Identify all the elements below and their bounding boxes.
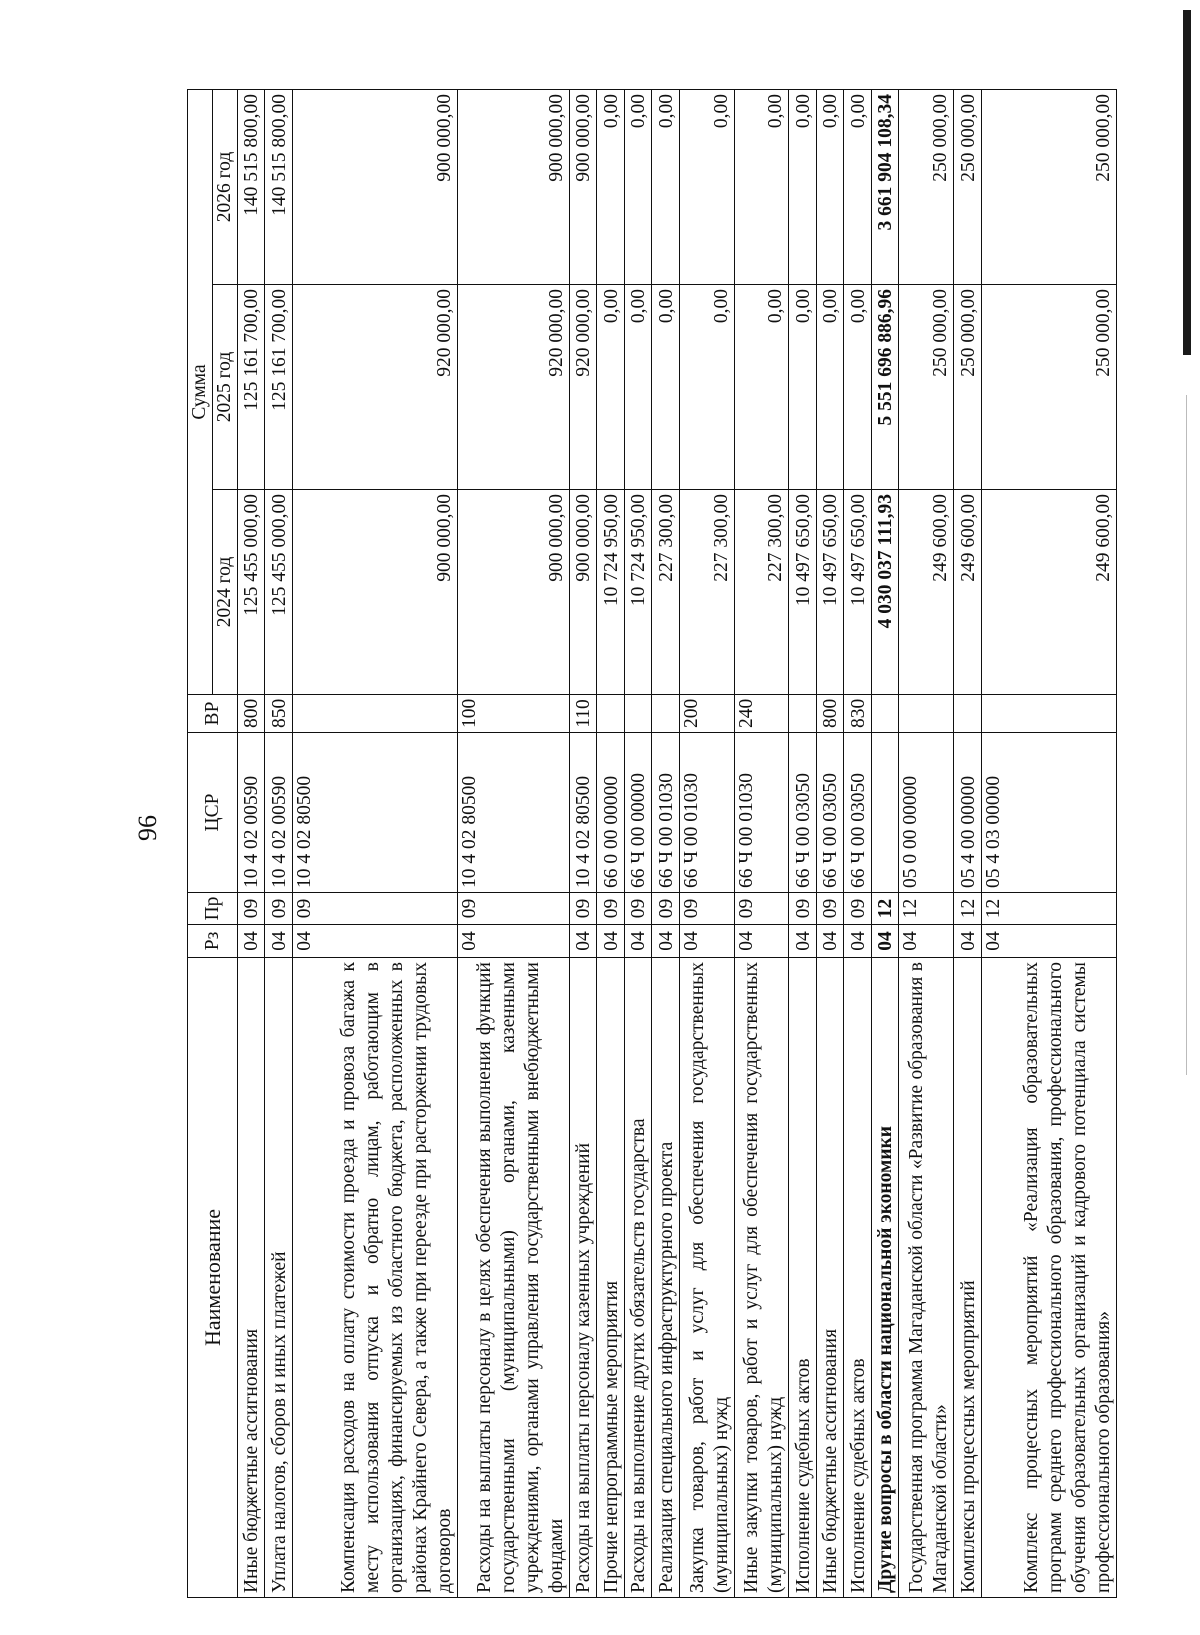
row-pr: 12 [899,893,954,925]
row-name: Иные бюджетные ассигнования [816,958,843,1598]
table-row [569,89,596,1597]
row-pr: 09 [734,893,789,925]
row-rz: 04 [899,925,954,958]
row-vr [292,695,457,733]
row-rz: 04 [871,925,898,958]
row-name: Другие вопросы в области национальной экономики [871,958,898,1598]
row-vr [954,695,981,733]
row-csr: 66 Ч 00 03050 [816,733,843,893]
row-sum-2025: 0,00 [652,285,679,490]
row-pr: 12 [954,893,981,925]
row-sum-2025: 0,00 [789,285,816,490]
row-csr: 66 Ч 00 01030 [679,733,734,893]
row-pr: 09 [816,893,843,925]
table-row [789,89,816,1597]
header-2025: 2025 год [213,285,238,490]
row-rz: 04 [292,925,457,958]
row-sum-2025: 125 161 700,00 [265,285,292,490]
row-name: Реализация специального инфраструктурного проекта [652,958,679,1598]
table-row [265,89,292,1597]
row-sum-2026: 0,00 [597,89,624,284]
header-rz: Рз [188,925,238,958]
row-name: Иные закупки товаров, работ и услуг для обеспечения государственных (муниципальных) нужд [734,958,789,1598]
row-name: Закупка товаров, работ и услуг для обеспечения государственных (муниципальных) нужд [679,958,734,1598]
row-csr: 10 4 02 80500 [292,733,457,893]
row-rz: 04 [624,925,651,958]
row-pr: 09 [652,893,679,925]
row-sum-2025: 0,00 [844,285,871,490]
row-csr: 66 Ч 00 01030 [652,733,679,893]
row-csr: 10 4 02 80500 [569,733,596,893]
row-csr: 66 Ч 00 01030 [734,733,789,893]
row-sum-2024: 900 000,00 [457,490,569,695]
row-sum-2026: 0,00 [734,89,789,284]
row-pr: 09 [457,893,569,925]
row-rz: 04 [679,925,734,958]
table-row [844,89,871,1597]
row-name: Комплекс процессных мероприятий «Реализация образовательных программ среднего профессионального образования, профессионального обучения образовательных организаций и кадрового потенциала системы профессионального образования» [981,958,1116,1598]
row-vr: 830 [844,695,871,733]
row-rz: 04 [844,925,871,958]
row-pr: 09 [265,893,292,925]
row-rz: 04 [734,925,789,958]
row-rz: 04 [597,925,624,958]
row-sum-2026: 250 000,00 [899,89,954,284]
row-rz: 04 [569,925,596,958]
row-rz: 04 [816,925,843,958]
row-sum-2025: 920 000,00 [457,285,569,490]
header-name: Наименование [188,958,238,1598]
table-row [954,89,981,1597]
row-csr [871,733,898,893]
row-name: Исполнение судебных актов [789,958,816,1598]
row-csr: 66 0 00 00000 [597,733,624,893]
row-sum-2024: 10 497 650,00 [789,490,816,695]
table-row [816,89,843,1597]
header-2024: 2024 год [213,490,238,695]
row-sum-2024: 125 455 000,00 [238,490,265,695]
row-rz: 04 [954,925,981,958]
row-sum-2026: 900 000,00 [569,89,596,284]
row-sum-2026: 3 661 904 108,34 [871,89,898,284]
table-row [292,89,457,1597]
row-pr: 09 [597,893,624,925]
row-csr: 66 Ч 00 00000 [624,733,651,893]
row-pr: 09 [679,893,734,925]
row-csr: 05 4 03 00000 [981,733,1116,893]
row-pr: 09 [624,893,651,925]
row-sum-2025: 0,00 [816,285,843,490]
rotated-table-container [187,90,1117,1598]
row-sum-2024: 10 724 950,00 [597,490,624,695]
row-sum-2026: 900 000,00 [292,89,457,284]
row-name: Расходы на выплаты персоналу казенных учреждений [569,958,596,1598]
row-csr: 10 4 02 00590 [265,733,292,893]
row-sum-2025: 0,00 [679,285,734,490]
row-sum-2026: 140 515 800,00 [238,89,265,284]
row-sum-2025: 250 000,00 [981,285,1116,490]
row-rz: 04 [265,925,292,958]
row-vr: 100 [457,695,569,733]
table-row [871,89,898,1597]
row-rz: 04 [457,925,569,958]
row-sum-2024: 10 724 950,00 [624,490,651,695]
row-vr [624,695,651,733]
row-sum-2025: 0,00 [597,285,624,490]
row-sum-2024: 10 497 650,00 [816,490,843,695]
table-row [597,89,624,1597]
row-name: Компенсация расходов на оплату стоимости проезда и провоза багажа к месту использования отпуска и обратно лицам, работающим в организациях, финансируемых из областного бюджета, расположенных в районах Крайнего Севера, а также при переезде при расторжении трудовых договоров [292,958,457,1598]
row-pr: 09 [844,893,871,925]
row-sum-2025: 5 551 696 886,96 [871,285,898,490]
row-pr: 12 [871,893,898,925]
row-sum-2025: 125 161 700,00 [238,285,265,490]
row-name: Исполнение судебных актов [844,958,871,1598]
row-vr [597,695,624,733]
row-vr: 110 [569,695,596,733]
row-sum-2024: 227 300,00 [734,490,789,695]
row-sum-2026: 0,00 [816,89,843,284]
row-sum-2024: 900 000,00 [292,490,457,695]
row-vr [899,695,954,733]
table-row [238,89,265,1597]
header-2026: 2026 год [213,89,238,284]
row-csr: 10 4 02 80500 [457,733,569,893]
row-vr: 800 [238,695,265,733]
row-rz: 04 [652,925,679,958]
row-pr: 09 [292,893,457,925]
row-rz: 04 [981,925,1116,958]
row-vr: 800 [816,695,843,733]
row-sum-2024: 4 030 037 111,93 [871,490,898,695]
table-row [652,89,679,1597]
row-sum-2025: 250 000,00 [954,285,981,490]
row-sum-2026: 0,00 [789,89,816,284]
row-sum-2026: 0,00 [844,89,871,284]
row-name: Прочие непрограммные мероприятия [597,958,624,1598]
row-name: Государственная программа Магаданской области «Развитие образования в Магаданской области» [899,958,954,1598]
row-sum-2026: 900 000,00 [457,89,569,284]
row-pr: 09 [238,893,265,925]
header-sum: Сумма [188,89,213,694]
row-vr: 850 [265,695,292,733]
row-csr: 66 Ч 00 03050 [789,733,816,893]
header-csr: ЦСР [188,733,238,893]
row-sum-2024: 249 600,00 [899,490,954,695]
row-vr [871,695,898,733]
row-rz: 04 [238,925,265,958]
header-pr: Пр [188,893,238,925]
row-sum-2026: 250 000,00 [954,89,981,284]
row-csr: 10 4 02 00590 [238,733,265,893]
row-sum-2025: 0,00 [624,285,651,490]
row-sum-2024: 227 300,00 [679,490,734,695]
row-name: Иные бюджетные ассигнования [238,958,265,1598]
table-row [624,89,651,1597]
page-number: 96 [133,815,162,841]
row-sum-2025: 250 000,00 [899,285,954,490]
row-sum-2024: 249 600,00 [954,490,981,695]
row-sum-2024: 900 000,00 [569,490,596,695]
row-sum-2025: 0,00 [734,285,789,490]
row-pr: 09 [789,893,816,925]
row-sum-2026: 0,00 [679,89,734,284]
row-vr: 200 [679,695,734,733]
table-row [899,89,954,1597]
row-sum-2024: 227 300,00 [652,490,679,695]
budget-table [187,89,1117,1598]
row-sum-2026: 0,00 [624,89,651,284]
row-pr: 09 [569,893,596,925]
row-sum-2024: 125 455 000,00 [265,490,292,695]
row-sum-2026: 0,00 [652,89,679,284]
scan-edge-mark [1183,10,1191,355]
row-pr: 12 [981,893,1116,925]
row-rz: 04 [789,925,816,958]
table-row [734,89,789,1597]
row-name: Уплата налогов, сборов и иных платежей [265,958,292,1598]
table-row [457,89,569,1597]
row-name: Расходы на выплаты персоналу в целях обеспечения выполнения функций государственными (муниципальными) органами, казенными учреждениями, органами управления государственными внебюджетными фондами [457,958,569,1598]
row-vr [981,695,1116,733]
row-sum-2025: 920 000,00 [569,285,596,490]
row-sum-2026: 250 000,00 [981,89,1116,284]
row-sum-2024: 249 600,00 [981,490,1116,695]
row-sum-2025: 920 000,00 [292,285,457,490]
scan-edge-line [1186,395,1187,1075]
table-row [679,89,734,1597]
row-sum-2024: 10 497 650,00 [844,490,871,695]
row-csr: 05 0 00 00000 [899,733,954,893]
row-sum-2026: 140 515 800,00 [265,89,292,284]
header-vr: ВР [188,695,238,733]
table-row [981,89,1116,1597]
row-vr [652,695,679,733]
row-name: Комплексы процессных мероприятий [954,958,981,1598]
row-vr [789,695,816,733]
row-csr: 05 4 00 00000 [954,733,981,893]
row-csr: 66 Ч 00 03050 [844,733,871,893]
row-name: Расходы на выполнение других обязательств государства [624,958,651,1598]
row-vr: 240 [734,695,789,733]
